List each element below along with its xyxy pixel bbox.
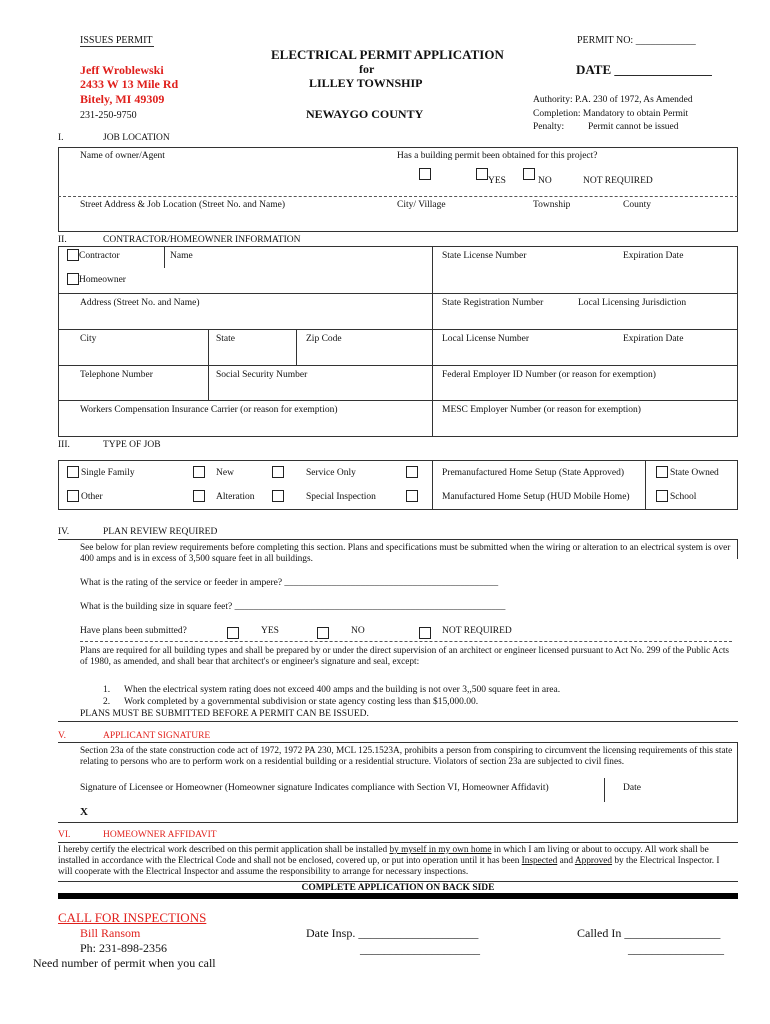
building-permit-no-checkbox[interactable] [523,168,535,180]
plans-not-required-label: NOT REQUIRED [442,626,512,636]
called-in-field[interactable]: Called In ________________ [577,926,721,940]
footer-rule [58,893,738,899]
state-owned-checkbox[interactable] [656,466,668,478]
ssn-label: Social Security Number [216,370,308,380]
county-label: County [623,200,651,210]
complete-on-back-label: COMPLETE APPLICATION ON BACK SIDE [301,883,495,893]
plans-yes-label: YES [261,626,279,636]
completion-note: Completion: Mandatory to obtain Permit [533,109,689,119]
township-name: LILLEY TOWNSHIP [309,76,423,90]
issuer-city: Bitely, MI 49309 [80,92,165,106]
section-1-number: I. [58,133,64,143]
penalty-label: Penalty: [533,122,565,132]
street-address-label: Street Address & Job Location (Street No. and Name) [80,200,285,210]
manufactured-label: Manufactured Home Setup (HUD Mobile Home) [442,492,630,502]
address-label: Address (Street No. and Name) [80,298,200,308]
signature-label: Signature of Licensee or Homeowner (Homeowner signature Indicates compliance with Section VI, Homeowner Affidavit) [80,783,549,793]
building-size-question[interactable]: What is the building size in square feet? _________________________________________________________ [80,602,506,612]
state-registration-label: State Registration Number [442,298,544,308]
school-checkbox[interactable] [656,490,668,502]
form-title-for: for [359,62,375,76]
plans-no-label: NO [351,626,365,636]
homeowner-checkbox[interactable] [67,273,79,285]
plan-requirement-text: Plans are required for all building types and shall be prepared by or under the direct supervision of an architect or engineer licensed pursuant to Act No. 299 of the Public Acts of 1980, as amended, and shall bear that architect's or engineer's signature and seal, except: [80,646,730,667]
section-5-title: APPLICANT SIGNATURE [103,731,211,741]
section-4-title: PLAN REVIEW REQUIRED [103,527,218,537]
section-1-title: JOB LOCATION [103,133,170,143]
signature-date-label: Date [623,783,641,793]
section-5-number: V. [58,731,67,741]
local-license-label: Local License Number [442,334,530,344]
telephone-label: Telephone Number [80,370,153,380]
city-village-label: City/ Village [397,200,446,210]
inspector-name: Bill Ransom [80,926,141,940]
mesc-label: MESC Employer Number (or reason for exemption) [442,405,641,415]
fein-label: Federal Employer ID Number (or reason for exemption) [442,370,656,380]
plans-must-be-submitted: PLANS MUST BE SUBMITTED BEFORE A PERMIT CAN BE ISSUED. [80,709,369,719]
state-label: State [216,334,235,344]
exception-1-number: 1. [103,685,111,695]
school-label: School [670,492,697,502]
new-checkbox[interactable] [193,466,205,478]
inspector-phone: Ph: 231-898-2356 [80,941,167,955]
single-family-checkbox[interactable] [67,466,79,478]
state-license-label: State License Number [442,251,527,261]
premanufactured-checkbox[interactable] [406,466,418,478]
service-only-label: Service Only [306,468,356,478]
need-permit-number-note: Need number of permit when you call [33,956,216,970]
section-3-title: TYPE OF JOB [103,440,161,450]
other-label: Other [81,492,103,502]
single-family-label: Single Family [81,468,135,478]
owner-agent-label: Name of owner/Agent [80,151,165,161]
plan-review-intro: See below for plan review requirements before completing this section. Plans and specifications must be submitted when the wiring or alteration to an electrical system is over 400 amps and is in excess of 3,500 square feet in all buildings. [80,543,731,564]
form-title: ELECTRICAL PERMIT APPLICATION [271,47,504,62]
building-permit-yes-checkbox[interactable] [476,168,488,180]
section-2-number: II. [58,235,67,245]
alteration-checkbox[interactable] [193,490,205,502]
section-3-number: III. [58,440,70,450]
issuer-address: 2433 W 13 Mile Rd [80,77,179,91]
issuer-phone: 231-250-9750 [80,110,137,121]
section-2-title: CONTRACTOR/HOMEOWNER INFORMATION [103,235,301,245]
section-6-number: VI. [58,830,71,840]
state-owned-label: State Owned [670,468,719,478]
building-permit-no-label: NO [538,176,552,186]
signature-x-mark[interactable]: X [80,806,88,818]
city-label: City [80,334,97,344]
exception-1-text: When the electrical system rating does not exceed 400 amps and the building is not over 3,,500 square feet in area. [124,685,561,695]
building-permit-box-1[interactable] [419,168,431,180]
exception-2-text: Work completed by a governmental subdivision or state agency costing less than $15,000.00. [124,697,479,707]
new-label: New [216,468,234,478]
service-only-checkbox[interactable] [272,466,284,478]
issuer-name: Jeff Wroblewski [80,63,164,77]
building-permit-question: Has a building permit been obtained for this project? [397,151,598,161]
date-field[interactable]: DATE _______________ [576,62,712,77]
issues-permit-label: ISSUES PERMIT [80,35,153,46]
manufactured-checkbox[interactable] [406,490,418,502]
special-inspection-label: Special Inspection [306,492,376,502]
homeowner-label: Homeowner [79,275,126,285]
section-6-title: HOMEOWNER AFFIDAVIT [103,830,217,840]
penalty-text: Permit cannot be issued [588,122,679,132]
name-field-label: Name [170,251,193,261]
building-permit-yes-label: YES [488,176,506,186]
township-label: Township [533,200,571,210]
plans-not-required-checkbox[interactable] [419,627,431,639]
county-name: NEWAYGO COUNTY [306,107,424,121]
workers-comp-label: Workers Compensation Insurance Carrier (or reason for exemption) [80,405,338,415]
homeowner-affidavit-text: I hereby certify the electrical work described on this permit application shall be installed by myself in my own home in which I am living or about to occupy. All work shall be installed in accordance with the Electrical Code and shall not be enclosed, covered up, or put into operation until it has been Inspected and Approved by the Electrical Inspector. I will cooperate with the Electrical Inspector and assume the responsibility to arrange for necessary inspections. [58,845,720,877]
alteration-label: Alteration [216,492,255,502]
plans-no-checkbox[interactable] [317,627,329,639]
expiration-date-label-2: Expiration Date [623,334,684,344]
section-4-number: IV. [58,527,70,537]
plans-yes-checkbox[interactable] [227,627,239,639]
expiration-date-label-1: Expiration Date [623,251,684,261]
plans-submitted-question: Have plans been submitted? [80,626,187,636]
special-inspection-checkbox[interactable] [272,490,284,502]
premanufactured-label: Premanufactured Home Setup (State Approved) [442,468,625,478]
call-for-inspections-title: CALL FOR INSPECTIONS [58,910,207,925]
date-inspected-field[interactable]: Date Insp. ____________________ [306,926,479,940]
date-inspected-line-2[interactable]: ____________________ [360,942,480,956]
section-23a-text: Section 23a of the state construction code act of 1972, 1972 PA 230, MCL 125.1523A, prohibits a person from conspiring to circumvent the licensing requirements of this state relating to persons who are to perform work on a residential building or a residential structure. Violators of section 23a are subjected to civil fines. [80,746,733,767]
contractor-checkbox[interactable] [67,249,79,261]
contractor-label: Contractor [79,251,120,261]
building-permit-not-required-label: NOT REQUIRED [583,176,653,186]
zip-code-label: Zip Code [306,334,342,344]
exception-2-number: 2. [103,697,111,707]
other-checkbox[interactable] [67,490,79,502]
authority-note: Authority: P.A. 230 of 1972, As Amended [533,95,693,105]
service-rating-question[interactable]: What is the rating of the service or feeder in ampere? _____________________________________________ [80,578,499,588]
called-in-line-2[interactable]: ________________ [628,942,724,956]
permit-number-field[interactable]: PERMIT NO: ____________ [577,35,696,46]
local-jurisdiction-label: Local Licensing Jurisdiction [578,298,687,308]
